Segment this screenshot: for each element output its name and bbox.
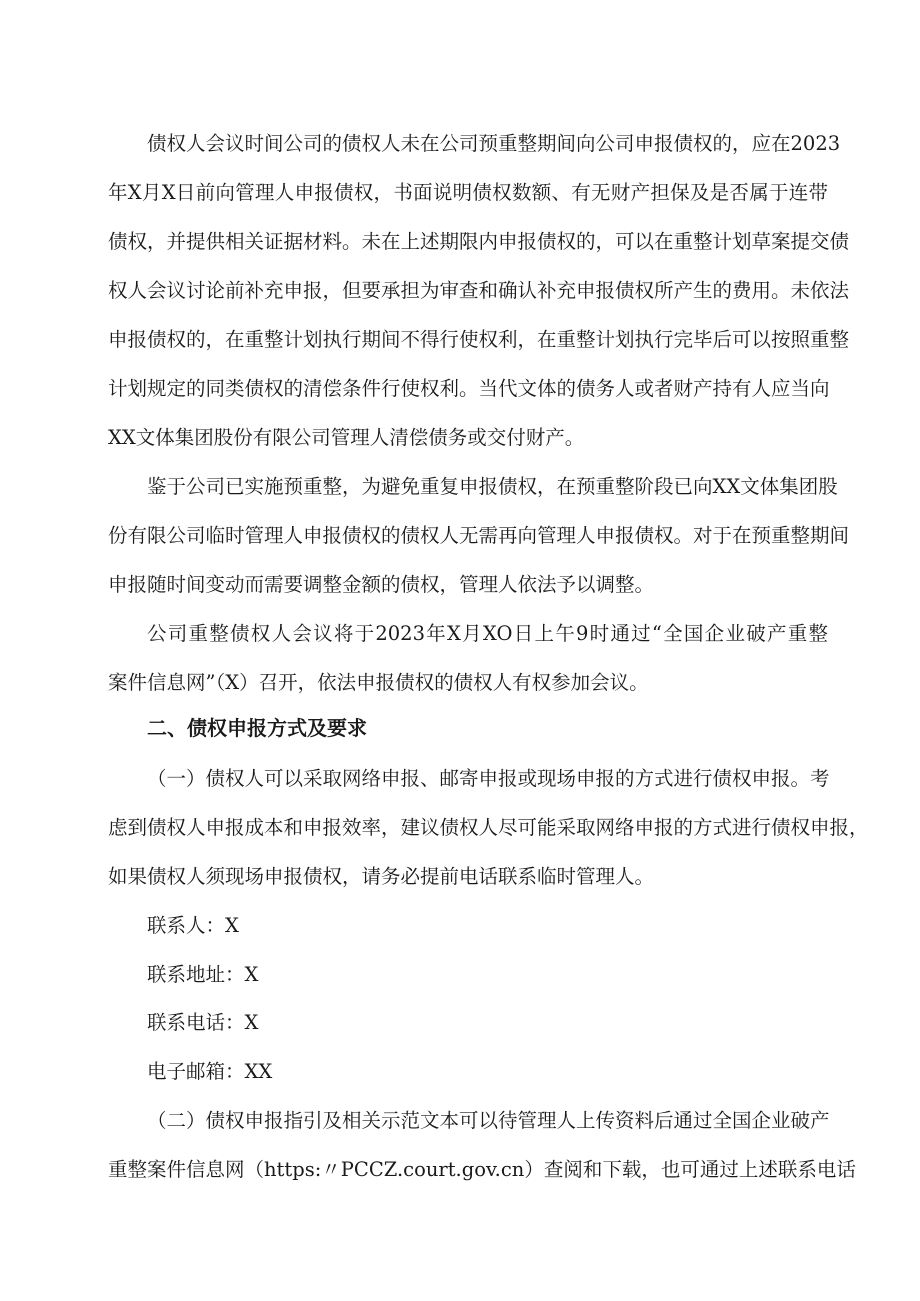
paragraph-line: 计划规定的同类债权的清偿条件行使权利。当代文体的债务人或者财产持有人应当向: [108, 377, 830, 400]
paragraph-line: XX文体集团股份有限公司管理人清偿债务或交付财产。: [108, 426, 585, 449]
contact-phone: 联系电话：X: [147, 1011, 259, 1034]
paragraph-line: 申报随时间变动而需要调整金额的债权，管理人依法予以调整。: [108, 573, 655, 596]
paragraph-line: （二）债权申报指引及相关示范文本可以待管理人上传资料后通过全国企业破产: [147, 1109, 830, 1132]
paragraph-line: 公司重整债权人会议将于2023年X月XO日上午9时通过“全国企业破产重整: [147, 622, 828, 645]
paragraph-line: 年X月X日前向管理人申报债权，书面说明债权数额、有无财产担保及是否属于连带: [108, 181, 828, 204]
paragraph-line: 债权人会议时间公司的债权人未在公司预重整期间向公司申报债权的，应在2023: [147, 132, 841, 155]
contact-email: 电子邮箱：XX: [147, 1060, 273, 1083]
paragraph-line: 权人会议讨论前补充申报，但要承担为审查和确认补充申报债权所产生的费用。未依法: [108, 279, 850, 302]
paragraph-line: 案件信息网”（X）召开，依法申报债权的债权人有权参加会议。: [108, 671, 649, 694]
paragraph-line: 申报债权的，在重整计划执行期间不得行使权利，在重整计划执行完毕后可以按照重整: [108, 328, 850, 351]
paragraph-line: 债权，并提供相关证据材料。未在上述期限内申报债权的，可以在重整计划草案提交债: [108, 230, 850, 253]
paragraph-line: （一）债权人可以采取网络申报、邮寄申报或现场申报的方式进行债权申报。考: [147, 767, 830, 790]
section-heading: 二、债权申报方式及要求: [147, 716, 367, 740]
paragraph-line: 鉴于公司已实施预重整，为避免重复申报债权，在预重整阶段已向XX文体集团股: [147, 475, 838, 498]
contact-person: 联系人：X: [147, 914, 239, 937]
paragraph-line: 如果债权人须现场申报债权，请务必提前电话联系临时管理人。: [108, 865, 655, 888]
contact-address: 联系地址：X: [147, 963, 259, 986]
paragraph-line: 份有限公司临时管理人申报债权的债权人无需再向管理人申报债权。对于在预重整期间: [108, 524, 850, 547]
paragraph-line: 虑到债权人申报成本和申报效率，建议债权人尽可能采取网络申报的方式进行债权申报，: [108, 816, 869, 839]
paragraph-line: 重整案件信息网（https:〃PCCZ.court.gov.cn）查阅和下载，也可通过上述联系电话: [108, 1158, 856, 1181]
